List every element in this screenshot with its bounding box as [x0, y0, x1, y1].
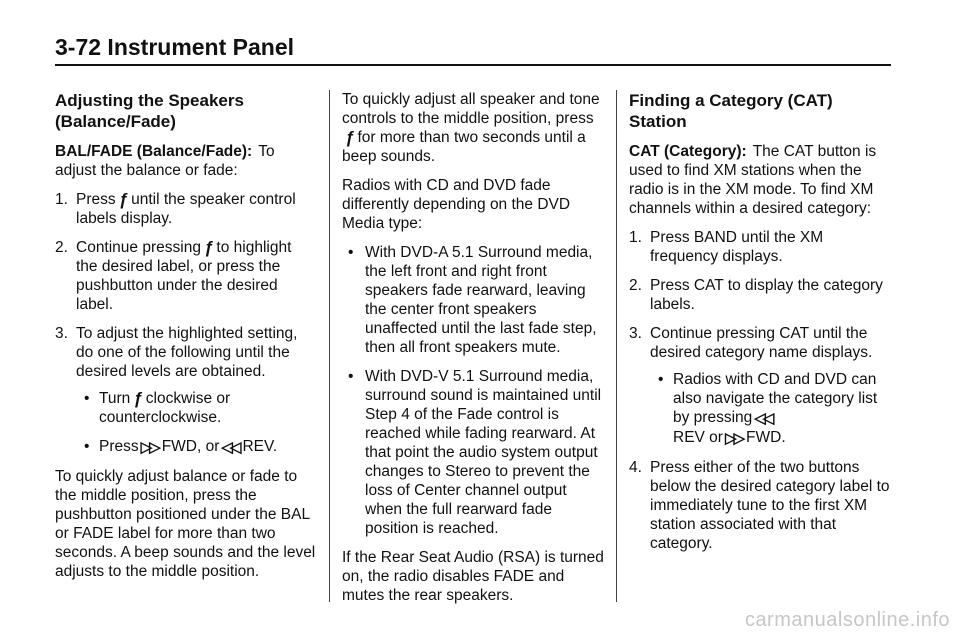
list-item: • Radios with CD and DVD can also navigate the category list by pressing ◁◁ REV or ▷▷ FWD. — [650, 370, 894, 448]
list-item: • Turn ƒ clockwise or counterclockwise. — [76, 389, 317, 427]
steps-list — [629, 228, 894, 553]
tune-knob-icon: ƒ — [203, 238, 214, 257]
column-balance-fade — [55, 90, 317, 591]
intro-paragraph — [55, 142, 317, 180]
list-item: 1. Press BAND until the XM frequency displays. — [629, 229, 824, 265]
tune-knob-icon: ƒ — [133, 389, 143, 408]
intro-lead: CAT (Category): — [629, 143, 747, 160]
column-fade-details — [342, 90, 604, 615]
steps-list — [55, 190, 317, 457]
list-item: 2. Continue pressing ƒ to highlight the desired label, or press the pushbutton under the desired label. — [55, 238, 292, 313]
list-item: • With DVD-V 5.1 Surround media, surround sound is maintained until Step 4 of the Fade control is reached while fading rearward. At that point the audio system output changes to Stereo to prevent the loss of Center channel output when the full rearward fade position is reached. — [342, 367, 604, 538]
intro-text: The CAT button is used to find XM stations when the radio is in the XM mode. To find XM channels within a desired category: — [629, 143, 877, 217]
seek-reverse-icon: ◁◁ — [221, 439, 239, 456]
column-category-station — [629, 90, 894, 563]
intro-lead: BAL/FADE (Balance/Fade): — [55, 143, 253, 160]
list-item: 3. Continue pressing CAT until the desired category name displays. • Radios with CD and DVD can also navigate the category list by pressing ◁◁ REV or ▷▷ FWD. — [629, 324, 894, 448]
column-divider — [616, 90, 617, 602]
tune-knob-icon: ƒ — [345, 128, 355, 147]
seek-reverse-icon: ◁◁ — [754, 410, 772, 427]
body-paragraph: To quickly adjust all speaker and tone controls to the middle position, pressƒ for more than two seconds until a beep sounds. — [342, 91, 600, 165]
section-heading: Adjusting the Speakers (Balance/Fade) — [55, 91, 244, 131]
list-item: • Press ▷▷ FWD, or ◁◁ REV. — [76, 437, 317, 457]
body-paragraph: Radios with CD and DVD fade differently depending on the DVD Media type: — [342, 177, 571, 232]
bullet-list — [342, 243, 604, 538]
intro-text: To adjust the balance or fade: — [55, 143, 275, 179]
page-title: 3-72 Instrument Panel — [55, 34, 295, 60]
seek-forward-icon: ▷▷ — [724, 430, 743, 447]
sub-list — [76, 389, 317, 457]
tune-knob-icon: ƒ — [118, 190, 129, 209]
seek-forward-icon: ▷▷ — [140, 439, 158, 456]
section-heading: Finding a Category (CAT) Station — [629, 91, 833, 131]
sub-list — [650, 370, 894, 448]
body-paragraph: If the Rear Seat Audio (RSA) is turned on, the radio disables FADE and mutes the rear speakers. — [342, 549, 604, 604]
header-rule — [55, 64, 891, 66]
list-item: 1. Press ƒ until the speaker control labels display. — [55, 190, 296, 227]
watermark: carmanualsonline.info — [744, 609, 950, 631]
list-item: 4. Press either of the two buttons below the desired category label to immediately tune to the first XM station associated with that category. — [629, 459, 890, 552]
list-item: 2. Press CAT to display the category labels. — [629, 277, 883, 313]
list-item: 3. To adjust the highlighted setting, do one of the following until the desired levels are obtained. • Turn ƒ clockwise or counterclockwise. • Press ▷▷ FWD, or ◁◁ REV. — [55, 324, 317, 457]
intro-paragraph — [629, 142, 894, 218]
column-divider — [329, 90, 330, 602]
body-paragraph: To quickly adjust balance or fade to the middle position, press the pushbutton positioned under the BAL or FADE label for more than two seconds. A beep sounds and the level adjusts to the middle position. — [55, 468, 316, 580]
list-item: • With DVD-A 5.1 Surround media, the left front and right front speakers fade rearward, leaving the center front speakers unaffected until the last fade step, then all front speakers mute. — [342, 243, 604, 357]
